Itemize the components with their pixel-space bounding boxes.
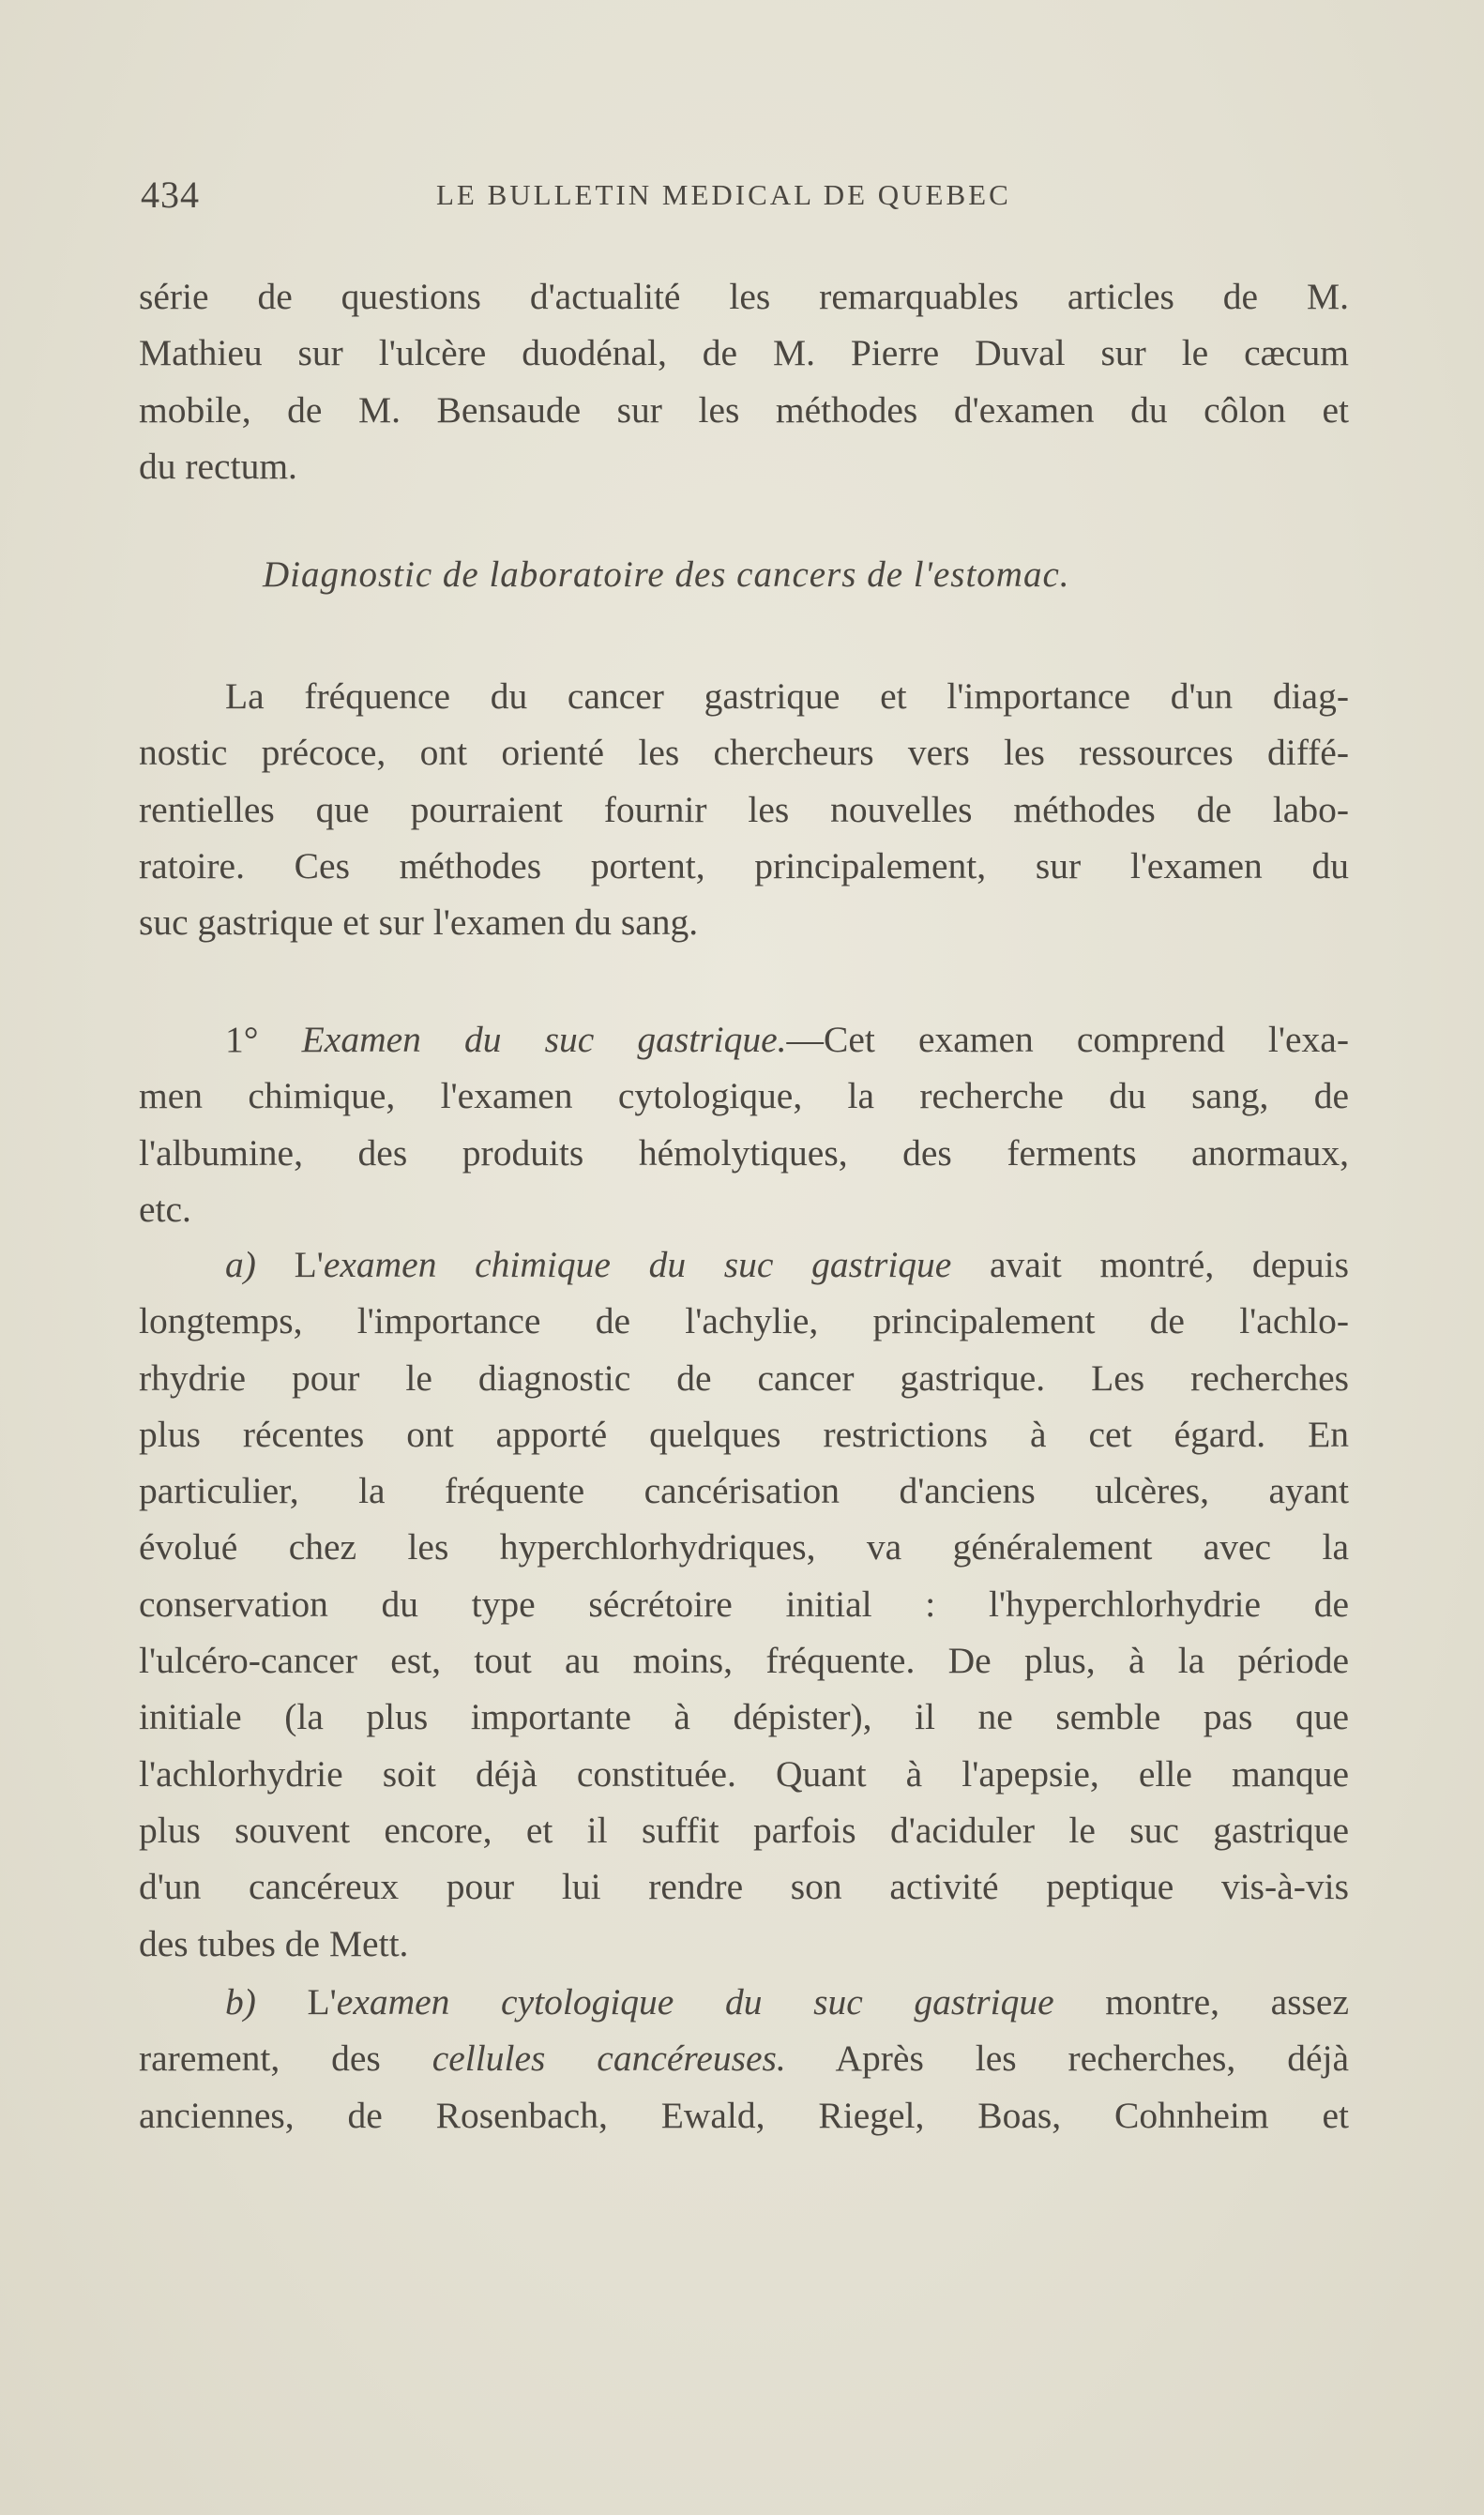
- text-line: [139, 1011, 1349, 1068]
- text-line: rentielles que pourraient fournir les nouvelles méthodes de labo-: [139, 788, 1349, 830]
- text-line: La fréquence du cancer gastrique et l'importance d'un diag-: [225, 675, 1349, 717]
- page-header: [141, 173, 1351, 220]
- item-label: b): [225, 1981, 256, 2023]
- text-line: suc gastrique et sur l'examen du sang.: [139, 901, 699, 944]
- emphasis: cellules cancéreuses.: [432, 2038, 786, 2080]
- section-heading: Diagnostic de laboratoire des cancers de l'estomac.: [263, 554, 1070, 595]
- text-line: conservation du type sécrétoire initial : l'hyperchlorhydrie de: [139, 1583, 1349, 1625]
- running-title: LE BULLETIN MEDICAL DE QUEBEC: [436, 178, 1011, 211]
- text-line: nostic précoce, ont orienté les chercheurs vers les ressources diffé-: [139, 732, 1349, 774]
- text-line: l'albumine, des produits hémolytiques, des ferments anormaux,: [139, 1131, 1349, 1174]
- text-line: d'un cancéreux pour lui rendre son activité peptique vis-à-vis: [139, 1866, 1349, 1908]
- text-line: etc.: [139, 1188, 191, 1230]
- text-line: l'achlorhydrie soit déjà constituée. Quant à l'apepsie, elle manque: [139, 1752, 1349, 1795]
- text-line: Mathieu sur l'ulcère duodénal, de M. Pierre Duval sur le cæcum: [139, 332, 1349, 374]
- text-line: évolué chez les hyperchlorhydriques, va généralement avec la: [139, 1526, 1349, 1568]
- text-line: plus souvent encore, et il suffit parfois d'aciduler le suc gastrique: [139, 1809, 1349, 1851]
- text-line: l'ulcéro-cancer est, tout au moins, fréquente. De plus, à la période: [139, 1640, 1349, 1682]
- text-line: initiale (la plus importante à dépister), il ne semble pas que: [139, 1696, 1349, 1738]
- line-text: avait montré, depuis: [951, 1244, 1349, 1285]
- paragraph-examen-chimique: [139, 1236, 1349, 1972]
- text-line: particulier, la fréquente cancérisation d'anciens ulcères, ayant: [139, 1470, 1349, 1512]
- item-title: examen cytologique du suc gastrique: [336, 1981, 1054, 2023]
- paragraph-examen-cytologique: [139, 1974, 1349, 2144]
- text-line: a) L'examen chimique du suc gastrique avait montré, depuis: [225, 1244, 1349, 1285]
- text-line: du rectum.: [139, 445, 297, 487]
- section-number: 1°: [225, 1019, 259, 1060]
- subsection-title: Examen du suc gastrique.: [301, 1019, 787, 1060]
- text-line: plus récentes ont apporté quelques restrictions à cet égard. En: [139, 1413, 1349, 1455]
- text-line: mobile, de M. Bensaude sur les méthodes d'examen du côlon et: [139, 388, 1349, 431]
- paragraph-intro: [139, 268, 1349, 494]
- text-line: des tubes de Mett.: [139, 1922, 409, 1964]
- paragraph-frequency: [139, 668, 1349, 950]
- text-line: longtemps, l'importance de l'achylie, principalement de l'achlo-: [139, 1300, 1349, 1342]
- text-line: anciennes, de Rosenbach, Ewald, Riegel, Boas, Cohnheim et: [139, 2094, 1349, 2136]
- text-line: b) L'examen cytologique du suc gastrique montre, assez: [225, 1981, 1349, 2023]
- page-number: 434: [141, 174, 200, 216]
- text-line: rarement, des cellules cancéreuses. Après les recherches, déjà: [139, 2038, 1349, 2080]
- item-title: examen chimique du suc gastrique: [323, 1244, 952, 1285]
- line-text: —Cet examen comprend l'exa-: [786, 1019, 1349, 1060]
- item-label: a): [225, 1244, 256, 1285]
- text-line: men chimique, l'examen cytologique, la recherche du sang, de: [139, 1075, 1349, 1117]
- text-line: rhydrie pour le diagnostic de cancer gastrique. Les recherches: [139, 1356, 1349, 1399]
- paragraph-examen-suc: [139, 1011, 1349, 1237]
- text-line: série de questions d'actualité les remarquables articles de M.: [139, 276, 1349, 317]
- text-line: ratoire. Ces méthodes portent, principalement, sur l'examen du: [139, 844, 1349, 886]
- line-text: montre, assez: [1053, 1981, 1349, 2023]
